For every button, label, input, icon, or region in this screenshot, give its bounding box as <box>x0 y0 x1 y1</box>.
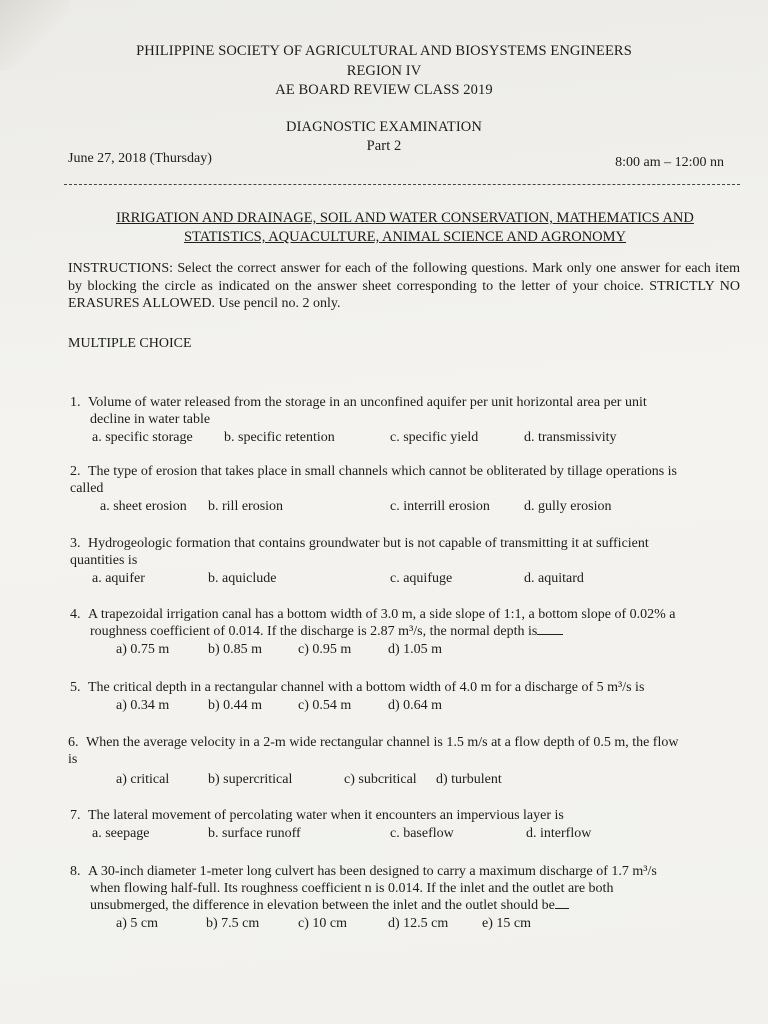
option-b: b) supercritical <box>208 772 293 787</box>
question-text: 6. When the average velocity in a 2-m wide rectangular channel is 1.5 m/s at a flow depth of 0.5 m, the flow <box>68 735 679 750</box>
exam-part: Part 2 <box>366 138 402 154</box>
option-c: c. aquifuge <box>390 571 453 586</box>
option-c: c. specific yield <box>390 430 479 445</box>
divider-line <box>64 184 740 185</box>
question-text-cont: quantities is <box>70 553 138 568</box>
question-text-cont: roughness coefficient of 0.014. If the discharge is 2.87 m³/s, the normal depth is <box>70 623 750 640</box>
subject-line-2: STATISTICS, AQUACULTURE, ANIMAL SCIENCE AND AGRONOMY <box>183 229 627 245</box>
instructions: INSTRUCTIONS: Select the correct answer for each of the following questions. Mark only one answer for each item by blocking the circle as indicated on the answer sheet corresponding to the letter of your choice. STRICTLY NO ERASURES ALLOWED. Use pencil no. 2 only. <box>68 261 740 311</box>
org-title: PHILIPPINE SOCIETY OF AGRICULTURAL AND BIOSYSTEMS ENGINEERS <box>136 43 632 59</box>
options <box>70 824 730 844</box>
option-a: a) 5 cm <box>116 916 158 931</box>
option-b: b. rill erosion <box>208 499 284 514</box>
question-7 <box>70 807 730 844</box>
answer-blank <box>555 898 569 909</box>
question-text-cont: decline in water table <box>90 412 211 427</box>
option-b: b. surface runoff <box>208 826 301 841</box>
option-c: c. baseflow <box>390 826 454 841</box>
question-text: 7. The lateral movement of percolating water when it encounters an impervious layer is <box>70 808 564 823</box>
options <box>70 569 730 589</box>
question-text: 3. Hydrogeologic formation that contains groundwater but is not capable of transmitting it at sufficient <box>70 536 649 551</box>
section-title: MULTIPLE CHOICE <box>68 336 192 351</box>
question-3 <box>70 535 730 589</box>
question-5 <box>70 679 730 716</box>
question-text: 8. A 30-inch diameter 1-meter long culvert has been designed to carry a maximum discharge of 1.7 m³/s <box>70 864 657 879</box>
option-a: a) 0.34 m <box>116 698 170 713</box>
option-c: c) 0.95 m <box>298 642 352 657</box>
answer-blank <box>537 624 563 635</box>
subject-heading <box>70 209 740 247</box>
option-b: b) 7.5 cm <box>206 916 260 931</box>
question-text: 4. A trapezoidal irrigation canal has a bottom width of 3.0 m, a side slope of 1:1, a bottom slope of 0.02% a <box>70 607 676 622</box>
question-text-cont-2: unsubmerged, the difference in elevation between the inlet and the outlet should be <box>70 897 750 914</box>
option-d: d. transmissivity <box>524 430 617 445</box>
options <box>70 696 730 716</box>
option-d: d. interflow <box>526 826 592 841</box>
option-d: d) turbulent <box>436 772 502 787</box>
option-b: b) 0.85 m <box>208 642 263 657</box>
option-d: d) 1.05 m <box>388 642 443 657</box>
option-a: a) critical <box>116 772 170 787</box>
region-title: REGION IV <box>346 63 422 79</box>
class-title: AE BOARD REVIEW CLASS 2019 <box>275 82 493 98</box>
question-text: 1. Volume of water released from the storage in an unconfined aquifer per unit horizontal area per unit <box>70 395 647 410</box>
exam-title: DIAGNOSTIC EXAMINATION <box>286 119 482 135</box>
question-text: 2. The type of erosion that takes place in small channels which cannot be obliterated by tillage operations is <box>70 464 677 479</box>
option-a: a) 0.75 m <box>116 642 170 657</box>
exam-date: June 27, 2018 (Thursday) <box>68 151 212 166</box>
option-a: a. seepage <box>92 826 150 841</box>
option-c: c) subcritical <box>344 772 417 787</box>
option-c: c) 10 cm <box>298 916 347 931</box>
option-d: d) 12.5 cm <box>388 916 449 931</box>
option-c: c) 0.54 m <box>298 698 352 713</box>
options <box>70 428 750 448</box>
options <box>70 914 750 934</box>
option-b: b. specific retention <box>224 430 335 445</box>
exam-time: 8:00 am – 12:00 nn <box>615 155 724 170</box>
subject-line-1: IRRIGATION AND DRAINAGE, SOIL AND WATER CONSERVATION, MATHEMATICS AND <box>116 210 694 226</box>
options <box>70 640 750 660</box>
question-text-cont: is <box>68 752 78 767</box>
options <box>68 770 728 790</box>
option-a: a. aquifer <box>92 571 145 586</box>
question-text-cont: called <box>70 481 104 496</box>
question-text: 5. The critical depth in a rectangular channel with a bottom width of 4.0 m for a discharge of 5 m³/s is <box>70 680 645 695</box>
options <box>70 497 730 517</box>
option-a: a. specific storage <box>92 430 193 445</box>
question-6 <box>68 734 728 790</box>
option-d: d. aquitard <box>524 571 584 586</box>
option-c: c. interrill erosion <box>390 499 490 514</box>
option-a: a. sheet erosion <box>100 499 187 514</box>
option-e: e) 15 cm <box>482 916 531 931</box>
option-b: b. aquiclude <box>208 571 277 586</box>
question-text-cont: when flowing half-full. Its roughness coefficient n is 0.014. If the inlet and the outlet are both <box>90 881 614 896</box>
option-d: d) 0.64 m <box>388 698 443 713</box>
option-d: d. gully erosion <box>524 499 612 514</box>
question-4 <box>70 606 750 660</box>
option-b: b) 0.44 m <box>208 698 263 713</box>
question-1 <box>70 394 750 448</box>
question-8 <box>70 863 750 934</box>
question-2 <box>70 463 730 517</box>
